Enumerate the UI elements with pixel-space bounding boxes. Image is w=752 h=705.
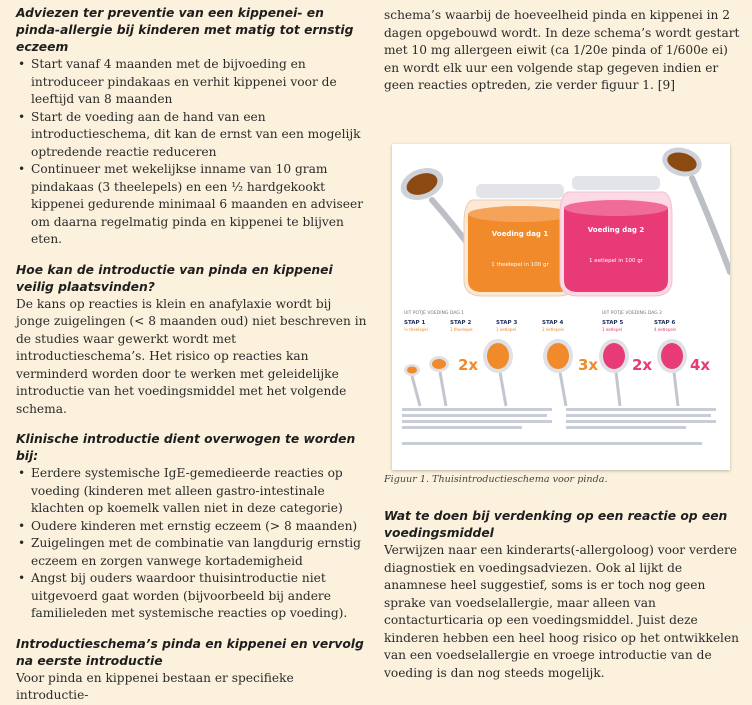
- list-item: • Angst bij ouders waardoor thuisintroductie niet uitgevoerd gaat worden (bijvoorbeeld bij andere familieleden met systemische reacties op voeding).: [16, 570, 368, 623]
- step-label: STAP 5: [602, 320, 624, 326]
- list-item: • Zuigelingen met de combinatie van langdurig ernstig eczeem en zorgen vanwege kortademigheid: [16, 535, 368, 570]
- heading-safe-introduction: Hoe kan de introductie van pinda en kippenei veilig plaatsvinden?: [16, 262, 333, 294]
- heading-suspected-reaction: Wat te doen bij verdenking op een reactie op een voedingsmiddel: [384, 509, 728, 540]
- list-item: • Start vanaf 4 maanden met de bijvoeding en introduceer pindakaas en verhit kippenei voor de leeftijd van 8 maanden: [16, 56, 368, 109]
- label-day2: UIT POTJE VOEDING DAG 2: [602, 311, 663, 316]
- step-label: STAP 1: [404, 320, 426, 326]
- step-amount: 4 eetlepels: [654, 327, 677, 332]
- multiplier-3x: 3x: [578, 356, 599, 374]
- heading-schemas: Introductieschema’s pinda en kippenei en vervolg na eerste introductie: [16, 636, 364, 668]
- figure-introduction-schema: [392, 144, 730, 470]
- spoon-step6-icon: [657, 339, 687, 406]
- list-item: • Start de voeding aan de hand van een introductieschema, dit kan de ernst van een mogelijk optredende reactie reduceren: [16, 109, 368, 162]
- label-day1: UIT POTJE VOEDING DAG 1: [404, 311, 465, 316]
- step-label: STAP 4: [542, 320, 564, 326]
- paragraph-schemas: Voor pinda en kippenei bestaan er specifieke introductie-: [16, 670, 294, 702]
- step-amount: 1 theelepel: [450, 327, 473, 332]
- paragraph-suspected-reaction: Verwijzen naar een kinderarts(-allergoloog) voor verdere diagnostiek en voedingsadviezen. Ook al lijkt de anamnese heel suggestief, soms is er toch nog geen sprake van voedselallergie, maar alleen van contacturticaria op een voedingsmiddel. Juist deze kinderen hebben een heel hoog risico op het ontwikkelen van een voedselallergie en vroege introductie van de voeding is dan nog steeds mogelijk.: [384, 543, 740, 680]
- jar2-subtitle: 1 eetlepel in 100 gr: [589, 258, 643, 264]
- list-item: • Continueer met wekelijkse inname van 10 gram pindakaas (3 theelepels) en een ½ hardgekookt kippenei gedurende minimaal 6 maanden en adviseer om daarna regelmatig pinda en kippenei te blijven eten.: [16, 161, 368, 249]
- jar1-title: Voeding dag 1: [491, 230, 549, 238]
- right-column-top: [384, 0, 740, 95]
- right-column-bottom: [384, 508, 740, 682]
- heading-clinical-introduction: Klinische introductie dient overwogen te worden bij:: [16, 432, 356, 463]
- clinical-list: [16, 465, 368, 623]
- step-amount: 2 eetlepels: [542, 327, 565, 332]
- step-label: STAP 6: [654, 320, 676, 326]
- jar-day2-icon: [560, 176, 672, 296]
- list-item: • Oudere kinderen met ernstig eczeem (> 8 maanden): [16, 518, 368, 536]
- spoon-step4-icon: [543, 339, 573, 406]
- paragraph-safe-introduction: De kans op reacties is klein en anafylaxie wordt bij jonge zuigelingen (< 8 maanden oud) niet beschreven in de studies waar gewerkt wordt met introductieschema’s. Het risico op reacties kan verminderd worden door te werken met geleidelijke introductie van het voedingsmiddel met het volgende schema.: [16, 296, 367, 416]
- step-label: STAP 2: [450, 320, 472, 326]
- jar2-title: Voeding dag 2: [587, 226, 645, 234]
- jar1-subtitle: 1 theelepel in 100 gr: [491, 262, 549, 268]
- legend-text-block: [402, 408, 716, 445]
- step-label: STAP 3: [496, 320, 518, 326]
- figure-caption: Figuur 1. Thuisintroductieschema voor pinda.: [384, 474, 608, 485]
- steps-group: [404, 320, 676, 332]
- jar-day1-icon: [464, 184, 576, 296]
- multiplier-2x-day2: 2x: [632, 356, 653, 374]
- multiplier-4x: 4x: [690, 356, 711, 374]
- prevention-list: [16, 56, 368, 249]
- multiplier-2x-day1: 2x: [458, 356, 479, 374]
- paragraph-schema-continued: schema’s waarbij de hoeveelheid pinda en kippenei in 2 dagen opgebouwd wordt. In deze schema’s wordt gestart met 10 mg allergeen eiwit (ca 1/20e pinda of 1/600e ei) en wordt elk uur een volgende stap gegeven indien er geen reacties optreden, zie verder figuur 1. [9]: [384, 8, 740, 92]
- left-column: [16, 0, 368, 705]
- list-item: • Eerdere systemische IgE-gemedieerde reacties op voeding (kinderen met alleen gastro-intestinale klachten op koemelk vallen niet in deze categorie): [16, 465, 368, 518]
- spoon-step2-icon: [429, 356, 449, 406]
- spoon-step3-icon: [483, 339, 513, 406]
- heading-prevention: Adviezen ter preventie van een kippenei- en pinda-allergie bij kinderen met matig tot ernstig eczeem: [16, 6, 354, 54]
- step-amount: ½ theelepel: [404, 327, 428, 332]
- figure-illustration: [392, 144, 730, 470]
- spoon-step1-icon: [404, 364, 420, 406]
- step-amount: 1 eetlepel: [496, 327, 516, 332]
- spoon-step5-icon: [599, 339, 629, 406]
- step-amount: 1 eetlepel: [602, 327, 622, 332]
